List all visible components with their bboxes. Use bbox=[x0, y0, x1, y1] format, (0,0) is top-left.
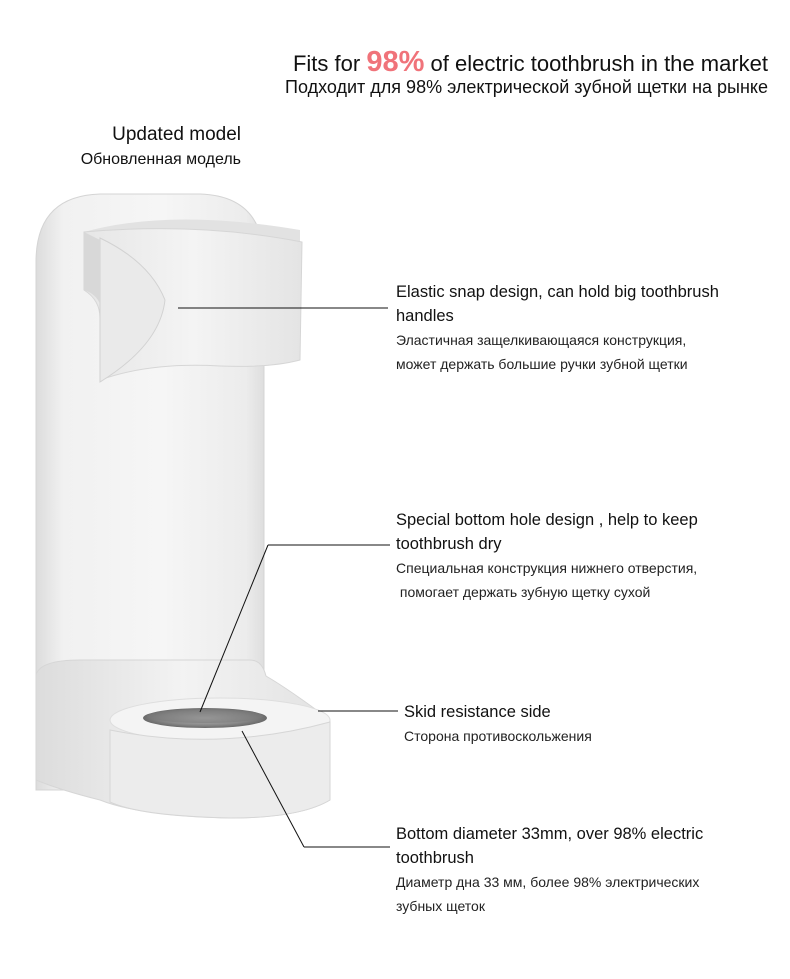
feature-diameter-en-1: Bottom diameter 33mm, over 98% electric bbox=[396, 825, 704, 843]
feature-diameter-en-2: toothbrush bbox=[396, 849, 474, 867]
header-subtitle: Подходит для 98% электрической зубной щетки на рынке bbox=[285, 77, 768, 97]
feature-bottom-diameter bbox=[396, 822, 703, 918]
feature-hole-ru-1: Специальная конструкция нижнего отверстия, bbox=[396, 560, 698, 576]
model-label-en: Updated model bbox=[112, 124, 241, 145]
model-label-ru: Обновленная модель bbox=[80, 151, 241, 168]
feature-hole-en-1: Special bottom hole design , help to keep bbox=[396, 511, 698, 529]
feature-skid-resistance bbox=[404, 700, 592, 748]
feature-snap-en-1: Elastic snap design, can hold big toothbrush bbox=[396, 283, 719, 301]
feature-snap-en-2: handles bbox=[396, 307, 454, 325]
feature-hole-en-2: toothbrush dry bbox=[396, 535, 502, 553]
feature-snap-design bbox=[396, 280, 719, 376]
feature-snap-ru-2: может держать большие ручки зубной щетки bbox=[396, 356, 688, 372]
feature-skid-ru-1: Сторона противоскольжения bbox=[404, 728, 592, 744]
header-title-suffix: of electric toothbrush in the market bbox=[430, 51, 768, 76]
feature-diameter-ru-1: Диаметр дна 33 мм, более 98% электрических bbox=[396, 874, 700, 890]
header-title-prefix: Fits for bbox=[292, 51, 361, 76]
header-title-highlight: 98% bbox=[366, 46, 425, 78]
feature-diameter-ru-2: зубных щеток bbox=[396, 898, 485, 914]
feature-bottom-hole bbox=[396, 508, 698, 604]
feature-skid-en-1: Skid resistance side bbox=[404, 703, 551, 721]
feature-hole-ru-2: помогает держать зубную щетку сухой bbox=[396, 584, 651, 600]
feature-snap-ru-1: Эластичная защелкивающаяся конструкция, bbox=[396, 332, 687, 348]
